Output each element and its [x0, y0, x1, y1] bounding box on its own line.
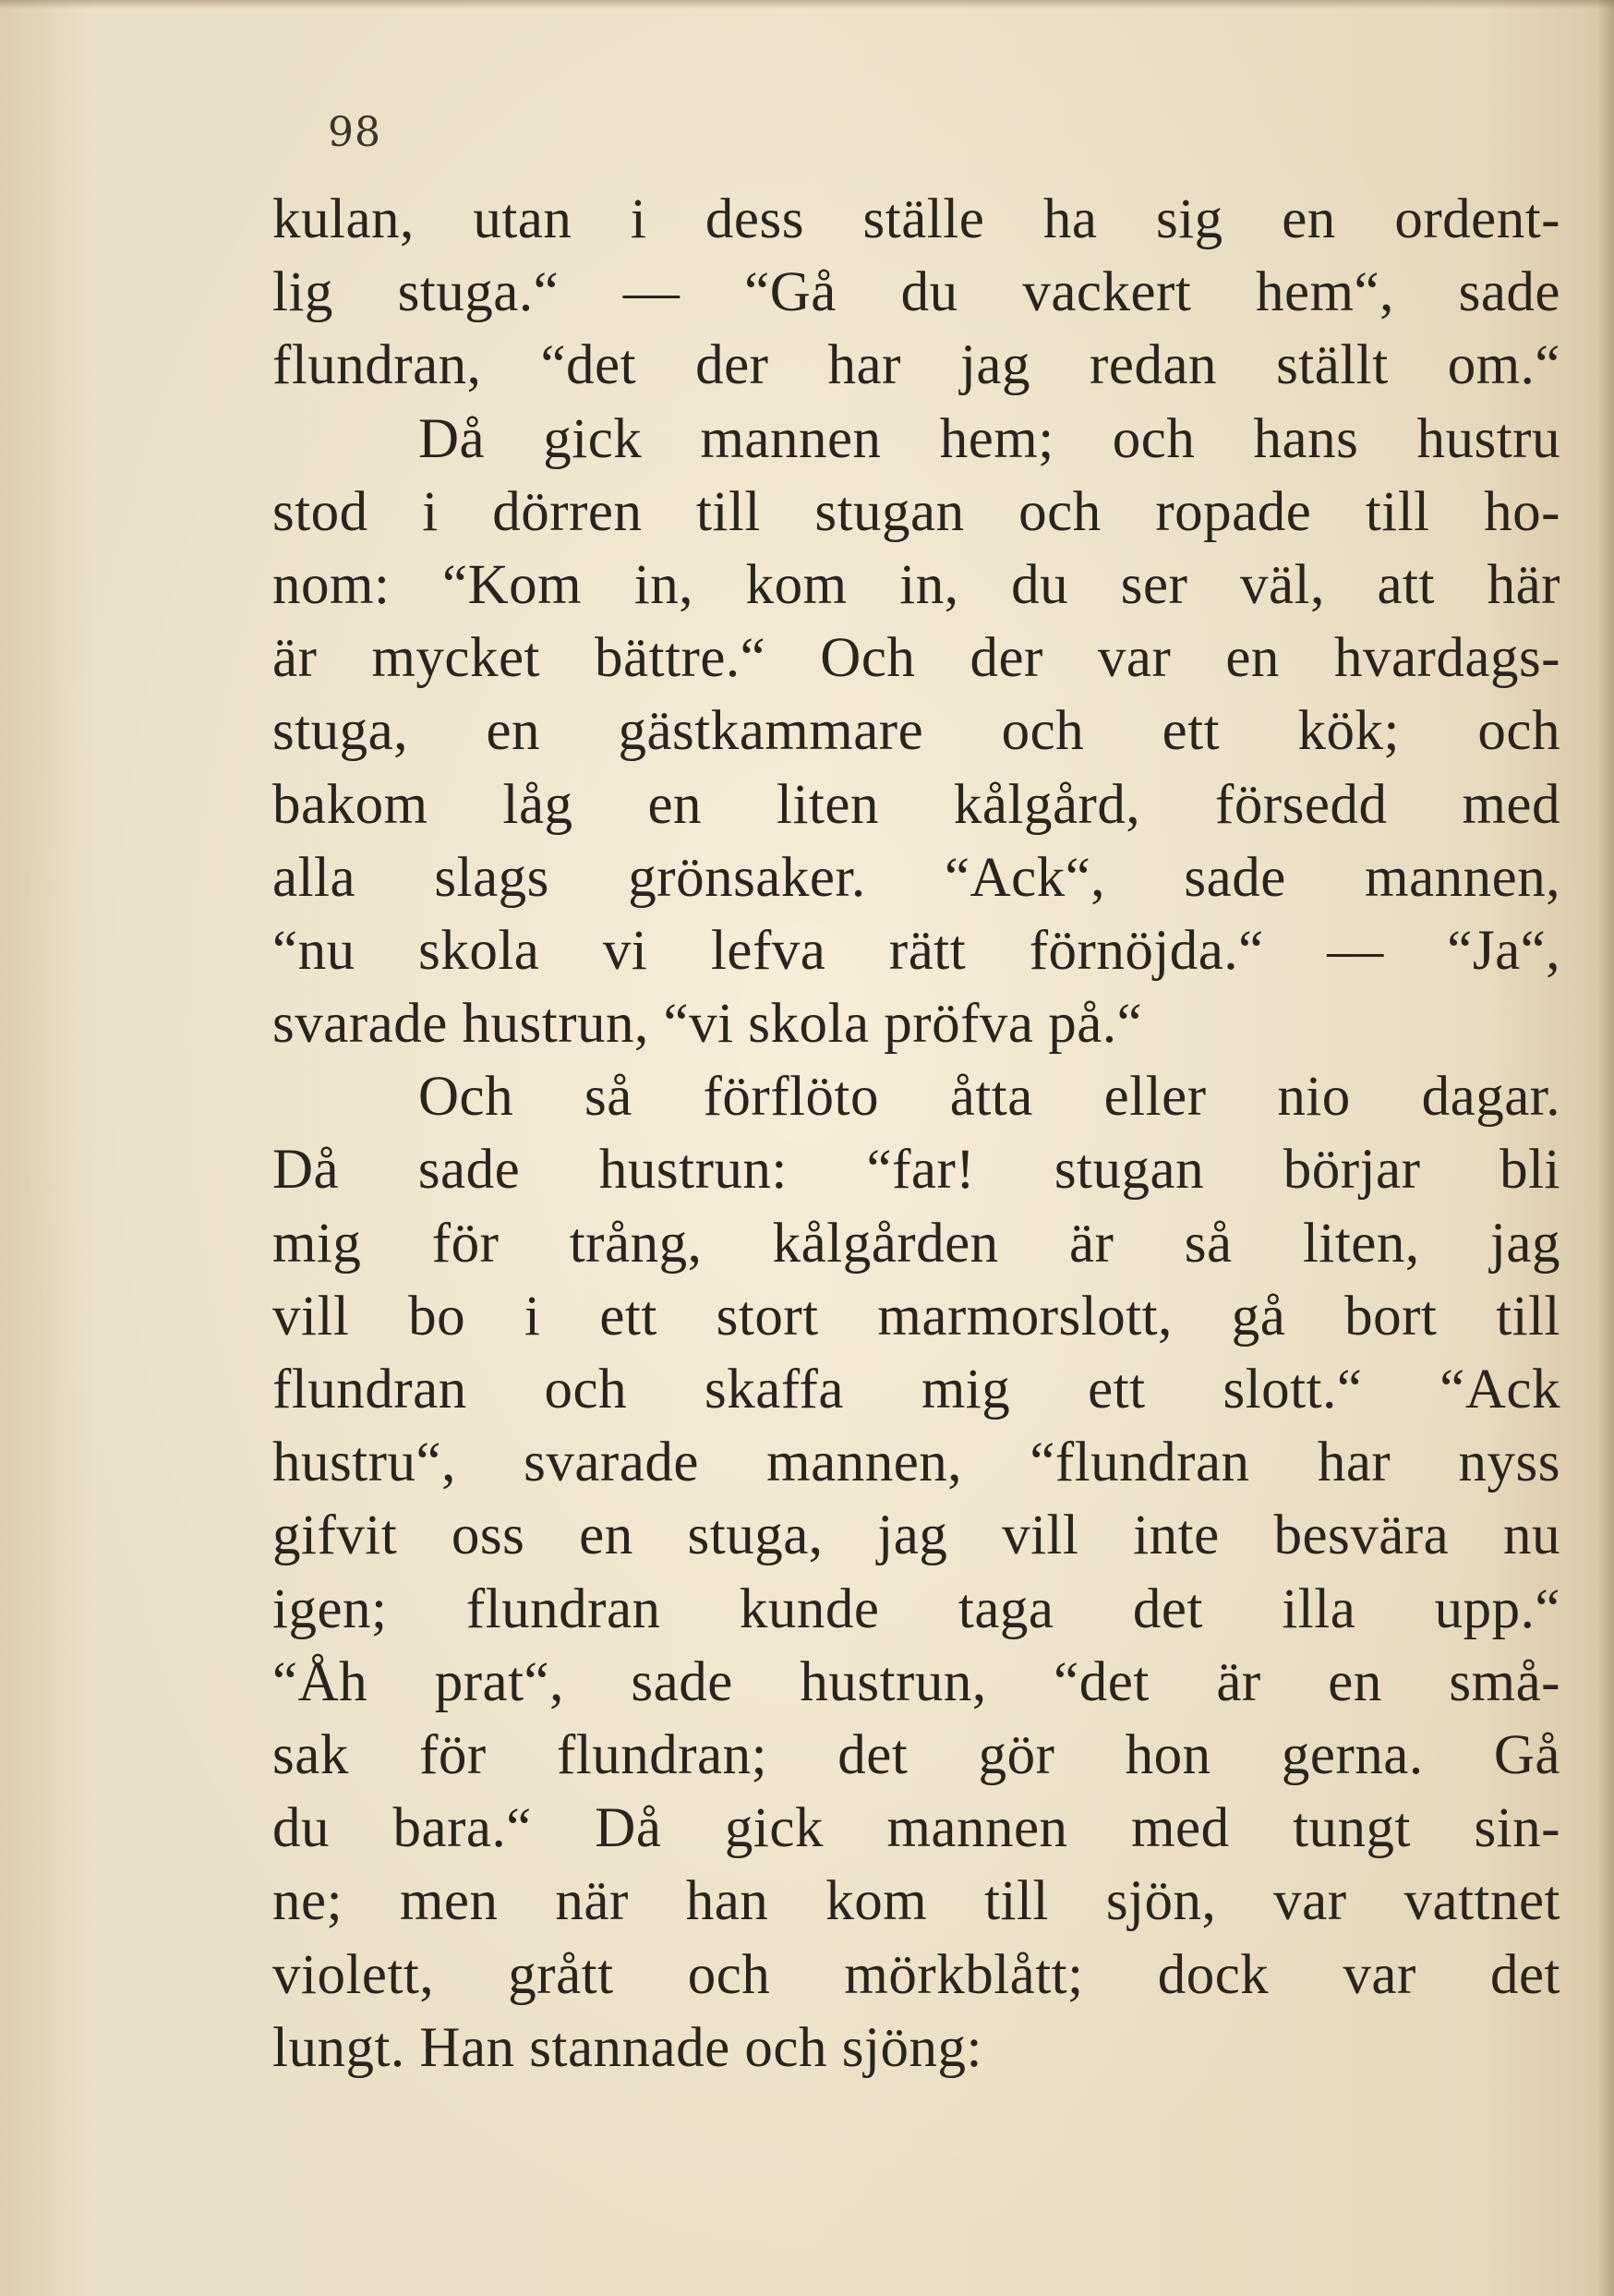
text-line: stod i dörren till stugan och ropade till ho- [272, 480, 1560, 543]
text-line: “Åh prat“, sade hustrun, “det är en små- [272, 1650, 1560, 1713]
body-text [272, 183, 1565, 2085]
text-line: kulan, utan i dess ställe ha sig en ordent- [272, 188, 1560, 250]
text-line: lungt. Han stannade och sjöng: [272, 2016, 982, 2079]
text-line: hustru“, svarade mannen, “flundran har nyss [272, 1432, 1560, 1494]
text-line: vill bo i ett stort marmorslott, gå bort till [272, 1285, 1560, 1347]
text-line: alla slags grönsaker. “Ack“, sade mannen, [272, 846, 1560, 909]
text-line: svarade hustrun, “vi skola pröfva på.“ [272, 993, 1143, 1056]
text-line: Då sade hustrun: “far! stugan börjar bli [272, 1139, 1560, 1202]
text-line: stuga, en gästkammare och ett kök; och [272, 700, 1560, 763]
text-line: ne; men när han kom till sjön, var vattnet [272, 1870, 1560, 1933]
text-line: “nu skola vi lefva rätt förnöjda.“ — “Ja“, [272, 919, 1560, 982]
text-line: gifvit oss en stuga, jag vill inte besvära nu [272, 1504, 1560, 1567]
page-top-edge [0, 0, 1614, 9]
page-number: 98 [328, 109, 381, 156]
page-right-edge [1597, 0, 1614, 2296]
text-line: Då gick mannen hem; och hans hustru [418, 407, 1560, 470]
text-line: bakom låg en liten kålgård, försedd med [272, 773, 1560, 836]
text-line: Och så förflöto åtta eller nio dagar. [418, 1066, 1560, 1129]
text-line: lig stuga.“ — “Gå du vackert hem“, sade [272, 261, 1560, 324]
text-line: du bara.“ Då gick mannen med tungt sin- [272, 1797, 1560, 1860]
text-line: mig för trång, kålgården är så liten, jag [272, 1212, 1560, 1275]
text-line: är mycket bättre.“ Och der var en hvardags- [272, 627, 1560, 690]
text-line: flundran, “det der har jag redan ställt om.“ [272, 334, 1560, 397]
text-line: igen; flundran kunde taga det illa upp.“ [272, 1577, 1560, 1640]
text-line: sak för flundran; det gör hon gerna. Gå [272, 1723, 1560, 1786]
text-line: nom: “Kom in, kom in, du ser väl, att här [272, 553, 1560, 616]
text-line: flundran och skaffa mig ett slott.“ “Ack [272, 1359, 1560, 1420]
text-line: violett, grått och mörkblått; dock var det [272, 1943, 1560, 2006]
